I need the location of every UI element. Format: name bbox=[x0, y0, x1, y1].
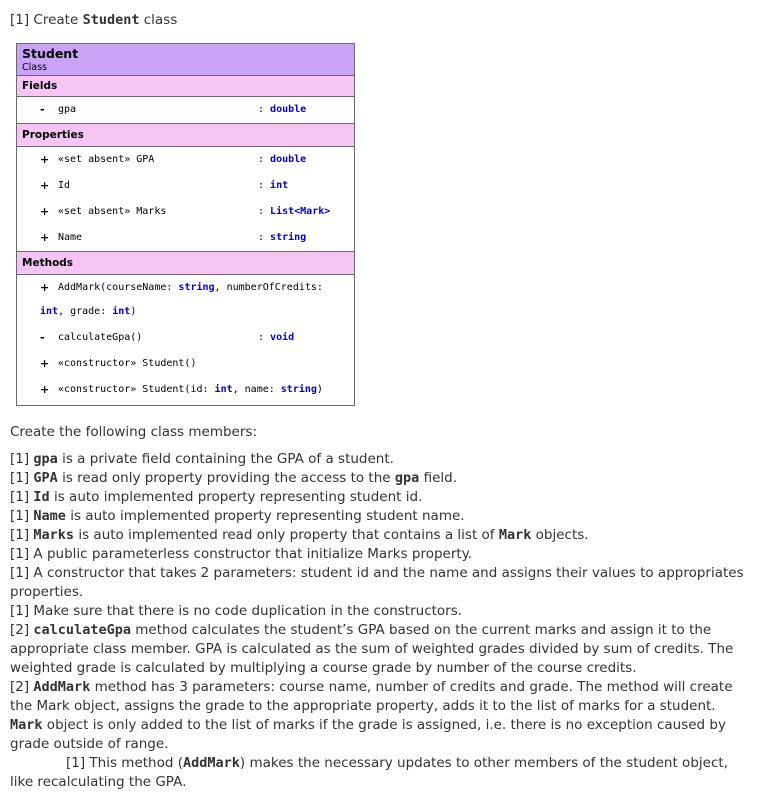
class-name-code: Student bbox=[82, 12, 140, 28]
requirement-name: [1] Name is auto implemented property representing student name. bbox=[10, 508, 465, 524]
uml-method-row: - calculateGpa() : void bbox=[40, 331, 295, 344]
requirement-addmark: [2] AddMark method has 3 parameters: course name, number of credits and grade. The method will create the Mark object, assigns the grade to the appropriate property, adds it to the list of marks for a student. Mark object is only added to the list of marks if the grade is assigned, i.e. there is no exception caused by grade outside of range. bbox=[10, 679, 733, 752]
requirement-gpa: [1] gpa is a private field containing the GPA of a student. bbox=[10, 451, 394, 467]
uml-fields bbox=[17, 97, 354, 124]
requirement-marks: [1] Marks is auto implemented read only property that contains a list of Mark objects. bbox=[10, 527, 589, 543]
uml-methods-label: Methods bbox=[17, 252, 354, 275]
uml-method-row: + «constructor» Student(id: int, name: string) bbox=[40, 383, 323, 396]
requirement-id: [1] Id is auto implemented property representing student id. bbox=[10, 489, 423, 505]
uml-header bbox=[17, 44, 354, 76]
requirement-GPA: [1] GPA is read only property providing the access to the gpa field. bbox=[10, 470, 457, 486]
requirement-calculategpa: [2] calculateGpa method calculates the student’s GPA based on the current marks and assign it to the appropriate class member. GPA is calculated as the sum of weighted grades divided by sum of credits. The weighted grade is calculated by multiplying a course grade by number of the course credits. bbox=[10, 622, 734, 676]
requirement-no-duplication: [1] Make sure that there is no code duplication in the constructors. bbox=[10, 603, 463, 619]
requirements-list bbox=[10, 450, 770, 792]
intro-text: Create the following class members: bbox=[10, 424, 257, 440]
requirement-addmark-updates: [1] This method (AddMark) makes the necessary updates to other members of the student object, like recalculating the GPA. bbox=[10, 755, 728, 790]
uml-properties bbox=[17, 147, 354, 252]
uml-methods bbox=[17, 275, 354, 405]
uml-stereotype: Class bbox=[22, 62, 47, 73]
uml-property-row: + «set absent» Marks : List<Mark> bbox=[40, 205, 331, 218]
uml-fields-label: Fields bbox=[17, 76, 354, 97]
uml-property-row: + Id : int bbox=[40, 179, 289, 192]
uml-field-row: - gpa : double bbox=[40, 103, 307, 116]
uml-class-name: Student bbox=[22, 46, 79, 61]
uml-property-row: + Name : string bbox=[40, 231, 307, 244]
uml-class-diagram bbox=[16, 43, 355, 406]
uml-property-row: + «set absent» GPA : double bbox=[40, 153, 307, 166]
uml-method-row: + «constructor» Student() bbox=[40, 357, 197, 370]
task-heading: [1] Create Student class bbox=[10, 12, 178, 28]
requirement-default-constructor: [1] A public parameterless constructor that initialize Marks property. bbox=[10, 546, 473, 562]
uml-method-row: + AddMark(courseName: string, numberOfCredits: bbox=[40, 281, 323, 294]
requirement-constructor: [1] A constructor that takes 2 parameters: student id and the name and assigns their values to appropriates properties. bbox=[10, 565, 744, 600]
uml-method-row-continued: int, grade: int) bbox=[40, 306, 137, 317]
uml-properties-label: Properties bbox=[17, 124, 354, 147]
